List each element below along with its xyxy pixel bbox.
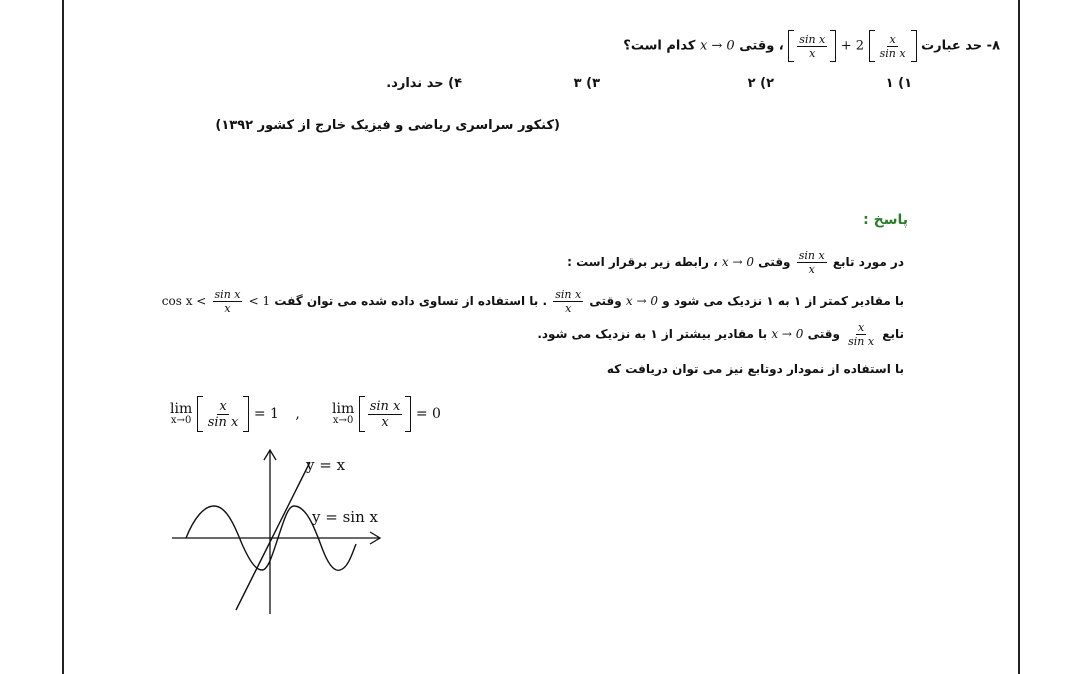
explanation-text: وقتی (589, 294, 622, 308)
option-1: ۱) ۱ (885, 76, 912, 91)
source-citation: (کنکور سراسری ریاضی و فیزیک خارج از کشور ۱۳۹۲) (215, 118, 560, 133)
fraction-numerator: sin x (798, 249, 825, 262)
fraction-a (797, 34, 827, 59)
explanation-text: در مورد تابع (832, 255, 904, 269)
y-axis (264, 450, 276, 614)
line-y-equals-x (236, 462, 310, 610)
option-4: ۴) حد ندارد. (386, 76, 462, 91)
answer-title: پاسخ : (863, 212, 908, 228)
approach-expression: x → 0 (771, 327, 804, 341)
fraction-denominator: x (381, 414, 389, 430)
fraction-numerator: sin x (555, 288, 582, 301)
fraction-numerator: x (858, 321, 865, 334)
fraction-a-denominator: x (809, 46, 816, 60)
fraction-sinx-over-x (368, 400, 403, 429)
question-number: ۸- (986, 38, 1000, 54)
lim-subscript: x→0 (332, 415, 354, 426)
limit-expression-2 (332, 396, 441, 432)
explanation-text: با مقادیر کمتر از ۱ به ۱ نزدیک می شود و (662, 294, 904, 308)
function-graph (172, 444, 392, 616)
right-margin-panel (1018, 0, 1080, 674)
explanation-line-2 (162, 289, 904, 314)
lim-subscript: x→0 (170, 415, 192, 426)
explanation-line-4: با استفاده از نمودار دوتابع نیز می توان دریافت که (606, 362, 904, 376)
document-page (64, 0, 1018, 674)
floor-bracket (359, 396, 412, 432)
lim-operator (332, 402, 354, 426)
explanation-text: وقتی (758, 255, 791, 269)
fraction-denominator: x (565, 302, 572, 315)
fraction-numerator: sin x (214, 288, 241, 301)
lim-text: lim (332, 401, 355, 417)
inequality-left: cos x < (161, 294, 207, 308)
fraction-sinx-over-x (213, 289, 243, 314)
limit-separator: , (295, 406, 300, 422)
question-suffix: کدام است؟ (623, 38, 696, 54)
fraction-denominator: sin x (848, 335, 875, 348)
inequality-expression (162, 289, 270, 314)
explanation-text: تابع (882, 327, 904, 341)
explanation-text: با مقادیر بیشتر از ۱ به نزدیک می شود. (537, 327, 768, 341)
fraction-a-numerator: sin x (799, 32, 826, 46)
inequality-right: < 1 (248, 294, 271, 308)
option-2: ۲) ۲ (747, 76, 774, 91)
fraction-denominator: sin x (207, 414, 239, 430)
question-line (623, 30, 1000, 62)
fraction-sinx-over-x (553, 289, 583, 314)
label-y-equals-x: y = x (306, 456, 346, 474)
question-expression (788, 30, 916, 62)
explanation-text: . با استفاده از تساوی داده شده می توان گفت (274, 294, 548, 308)
limit-expression-1 (170, 396, 300, 432)
fraction-denominator: x (808, 263, 815, 276)
label-y-equals-sinx: y = sin x (312, 508, 378, 526)
fraction-b (878, 34, 908, 59)
fraction-numerator: x (219, 398, 227, 414)
explanation-line-1 (567, 250, 904, 275)
floor-bracket-b (869, 30, 917, 62)
explanation-text: ، رابطه زیر برقرار است : (567, 255, 718, 269)
fraction-x-over-sinx (206, 400, 241, 429)
approach-expression: x → 0 (721, 255, 754, 269)
question-coefficient: + 2 (840, 38, 865, 54)
limit-result: = 0 (415, 406, 441, 422)
floor-bracket-a (788, 30, 836, 62)
fraction-b-numerator: x (889, 32, 896, 46)
lim-text: lim (170, 401, 193, 417)
floor-bracket (197, 396, 250, 432)
left-margin-panel (0, 0, 64, 674)
limit-result: = 1 (253, 406, 279, 422)
fraction-x-over-sinx (846, 322, 876, 347)
fraction-b-denominator: sin x (879, 46, 906, 60)
fraction-denominator: x (224, 302, 231, 315)
question-approach: x → 0 (699, 38, 735, 54)
explanation-line-3 (537, 322, 904, 347)
explanation-text: وقتی (807, 327, 840, 341)
option-3: ۳) ۳ (573, 76, 600, 91)
approach-expression: x → 0 (625, 294, 659, 308)
lim-operator (170, 402, 192, 426)
question-when: ، وقتی (739, 38, 784, 54)
fraction-sinx-over-x (797, 250, 827, 275)
question-prefix: حد عبارت (921, 38, 983, 54)
fraction-numerator: sin x (369, 398, 401, 414)
